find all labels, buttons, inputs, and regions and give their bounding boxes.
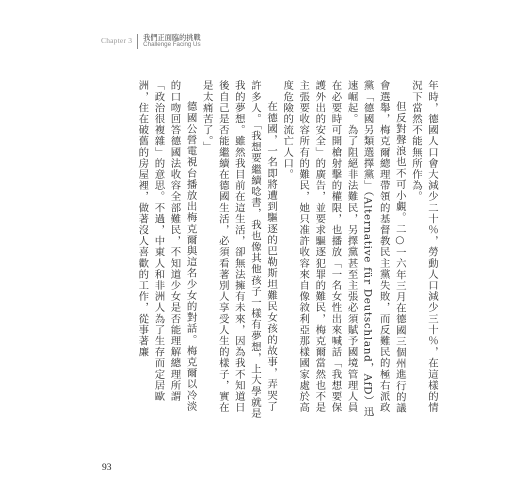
paragraph-opposition: 但反對聲浪也不可小覷。二○一六年三月在德國三個州進行的議會選舉，梅克爾總理帶領的基督教民主黨失敗，而反難民的極右派政黨「德國另類選擇黨」（Alternative für Deutschland，AfD）迅速崛起。為了阻絕非法難民，另擇黨甚至主張必須賦予國境管理人員在必要時可開槍射擊的權限，也播放「一名女性出來喊話「我想要保護外出的安全」的廣告，並要求驅逐犯罪的難民，梅克爾當然也不是主張要收容所有的難民，她只准許收容來自像敘利亞那樣國家處於高度危險的流亡人口。 [281,80,406,418]
chapter-title-chinese: 我們正面臨的挑戰 [143,32,201,42]
page-number: 93 [102,463,112,473]
chapter-title-english: Challenge Facing Us [143,41,201,48]
running-header [101,33,201,49]
body-text [110,80,440,420]
paragraph-refugee-girl: 在德國，一名即將遭到驅逐的巴勒斯坦難民女孩的故事，弄哭了許多人。「我想要繼續唸書，我也像其他孩子一樣有夢想，上大學就是我的夢想。雖然我目前在這生活，卻無法擁有未來，因為我不知道日後自己是否能繼續在德國生活，必須看著別人享受人生的樣子，實在是太痛苦了。」 [200,80,278,419]
paragraph-merkel-dialogue: 德國公營電視台播放出梅克爾與這名少女的對話。梅克爾以冷淡的口吻回答德國法收容全部難民，不知道少女是否能理解總理所謂「政治很複雜」的意思。不過，中東人和非洲人為了生存而定居歐洲，住在破舊的房屋裡，做著沒人喜歡的工作，從事著廉 [136,80,197,412]
paragraph-continuation: 年時，德國人口會大減少二十％，勞動人口減少三十％，在這樣的情況下當然不能無所作為。 [409,80,438,413]
header-divider [137,34,138,49]
chapter-label: Chapter 3 [101,36,133,46]
header-titles [143,34,201,48]
